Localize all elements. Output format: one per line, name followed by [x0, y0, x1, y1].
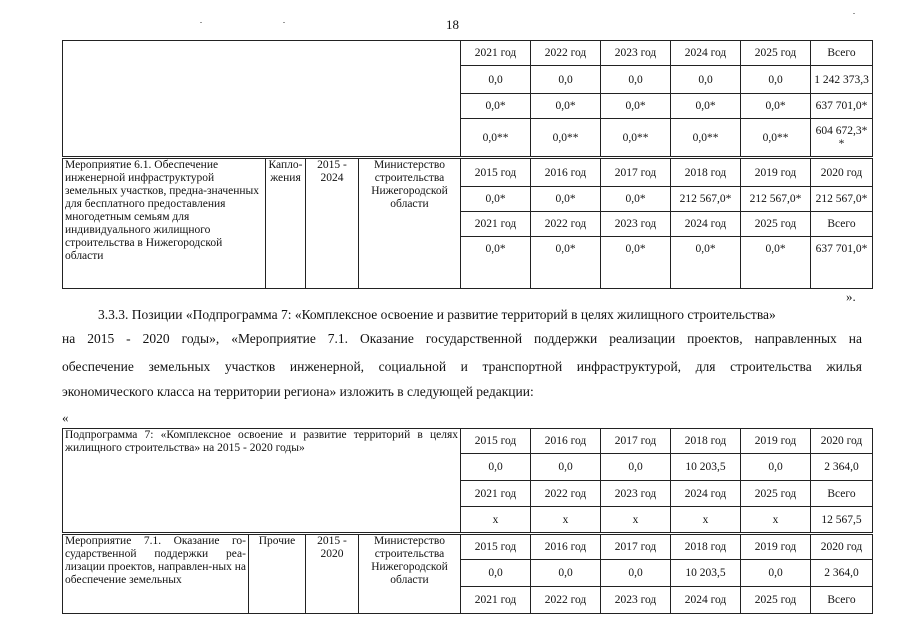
value-cell: 0,0* — [741, 94, 811, 119]
value-cell: 0,0 — [531, 66, 601, 94]
value-cell: 0,0 — [601, 560, 671, 587]
year-header: 2023 год — [601, 212, 671, 237]
year-header: 2023 год — [601, 481, 671, 507]
year-header: 2015 год — [461, 429, 531, 454]
measure-name: Мероприятие 6.1. Обеспечение инженерной инфраструктурой земельных участков, предна-значенных для бесплатного предоставления многодетным семьям для индивидуального жилищного строительства в Нижегородской области — [63, 159, 266, 289]
value-cell: 0,0* — [461, 187, 531, 212]
value-cell: 0,0 — [461, 66, 531, 94]
value-cell: х — [601, 507, 671, 533]
year-header: 2023 год — [601, 41, 671, 66]
value-cell: 0,0 — [531, 454, 601, 481]
year-header: 2019 год — [741, 535, 811, 560]
total-cell-line1: 604 672,3* — [815, 124, 868, 137]
year-header: 2016 год — [531, 159, 601, 187]
year-header: 2021 год — [461, 587, 531, 614]
year-header: 2018 год — [671, 159, 741, 187]
total-header: Всего — [811, 212, 873, 237]
measure-name: Мероприятие 7.1. Оказание го-сударственной поддержки реа-лизации проектов, направлен-ных на обеспечение земельных — [63, 535, 249, 614]
value-cell: 0,0* — [671, 94, 741, 119]
value-cell: 0,0** — [741, 119, 811, 157]
year-header: 2025 год — [741, 212, 811, 237]
value-cell: х — [741, 507, 811, 533]
value-cell: 0,0* — [461, 94, 531, 119]
scan-speck — [200, 22, 202, 23]
year-header: 2025 год — [741, 587, 811, 614]
year-header: 2020 год — [811, 535, 873, 560]
year-header: 2024 год — [671, 41, 741, 66]
value-cell: 0,0** — [671, 119, 741, 157]
value-cell: 0,0* — [741, 237, 811, 289]
period: 2015 - 2020 — [306, 535, 359, 614]
closing-quote: ». — [846, 289, 856, 304]
year-header: 2019 год — [741, 159, 811, 187]
value-cell: 0,0* — [531, 94, 601, 119]
subprogram-7-table — [62, 428, 873, 533]
value-cell: 0,0 — [671, 66, 741, 94]
total-cell-line2: * — [838, 137, 845, 150]
expense-type: Капло-жения — [266, 159, 306, 289]
expense-type: Прочие — [249, 535, 306, 614]
value-cell: 212 567,0* — [671, 187, 741, 212]
total-header: Всего — [811, 587, 873, 614]
scan-speck — [283, 22, 285, 23]
value-cell: х — [531, 507, 601, 533]
value-cell: 2 364,0 — [811, 560, 873, 587]
empty-name-cell — [63, 41, 461, 157]
value-cell: 212 567,0* — [811, 187, 873, 212]
value-cell: 0,0 — [601, 66, 671, 94]
year-header: 2023 год — [601, 587, 671, 614]
total-cell: 1 242 373,3 — [811, 66, 873, 94]
total-cell: 12 567,5 — [811, 507, 873, 533]
year-header: 2024 год — [671, 481, 741, 507]
paragraph-line-4: экономического класса на территории региона» изложить в следующей редакции: — [62, 384, 534, 399]
total-cell: 637 701,0* — [811, 94, 873, 119]
year-header: 2022 год — [531, 41, 601, 66]
year-header: 2022 год — [531, 587, 601, 614]
year-header: 2024 год — [671, 212, 741, 237]
value-cell: 0,0* — [671, 237, 741, 289]
value-cell: 0,0 — [741, 560, 811, 587]
year-header: 2020 год — [811, 429, 873, 454]
year-header: 2022 год — [531, 212, 601, 237]
value-cell: х — [671, 507, 741, 533]
value-cell: 0,0 — [461, 454, 531, 481]
value-cell: 0,0 — [741, 454, 811, 481]
value-cell: 0,0** — [531, 119, 601, 157]
year-header: 2022 год — [531, 481, 601, 507]
value-cell: 0,0** — [461, 119, 531, 157]
scan-speck — [853, 13, 855, 14]
value-cell: 0,0* — [531, 187, 601, 212]
value-cell: 0,0 — [531, 560, 601, 587]
value-cell: 0,0 — [601, 454, 671, 481]
value-cell: 2 364,0 — [811, 454, 873, 481]
paragraph-line-1: 3.3.3. Позиции «Подпрограмма 7: «Комплексное освоение и развитие территорий в целях жилищного строительства» — [98, 307, 776, 322]
opening-quote: « — [62, 410, 69, 425]
paragraph-line-2: на 2015 - 2020 годы», «Мероприятие 7.1. Оказание государственной поддержки реализации проектов, направленных на — [62, 331, 862, 346]
paragraph-line-3: обеспечение земельных участков инженерной, социальной и транспортной инфраструктурой, для строительства жилья — [62, 359, 862, 374]
year-header: 2018 год — [671, 535, 741, 560]
subprogram-name: Подпрограмма 7: «Комплексное освоение и развитие территорий в целях жилищного строительства» на 2015 - 2020 годы» — [63, 429, 461, 533]
value-cell: 0,0* — [601, 237, 671, 289]
year-header: 2015 год — [461, 535, 531, 560]
page-number: 18 — [446, 17, 459, 32]
value-cell: 0,0 — [461, 560, 531, 587]
value-cell: 0,0* — [601, 94, 671, 119]
year-header: 2017 год — [601, 535, 671, 560]
value-cell: 0,0** — [601, 119, 671, 157]
value-cell: х — [461, 507, 531, 533]
value-cell: 10 203,5 — [671, 454, 741, 481]
value-cell: 0,0* — [601, 187, 671, 212]
period: 2015 - 2024 — [306, 159, 359, 289]
responsible-org: Министерство строительства Нижегородской области — [359, 535, 461, 614]
year-header: 2021 год — [461, 212, 531, 237]
measure-6-1-table — [62, 158, 873, 289]
year-header: 2025 год — [741, 41, 811, 66]
total-cell: 637 701,0* — [811, 237, 873, 289]
year-header: 2015 год — [461, 159, 531, 187]
total-cell — [811, 119, 873, 157]
total-header: Всего — [811, 41, 873, 66]
year-header: 2021 год — [461, 41, 531, 66]
value-cell: 0,0 — [741, 66, 811, 94]
year-header: 2024 год — [671, 587, 741, 614]
year-header: 2021 год — [461, 481, 531, 507]
value-cell: 0,0* — [461, 237, 531, 289]
year-header: 2016 год — [531, 535, 601, 560]
year-header: 2025 год — [741, 481, 811, 507]
year-header: 2020 год — [811, 159, 873, 187]
year-header: 2019 год — [741, 429, 811, 454]
year-header: 2018 год — [671, 429, 741, 454]
year-header: 2017 год — [601, 429, 671, 454]
continuation-table — [62, 40, 873, 157]
responsible-org: Министерство строительства Нижегородской области — [359, 159, 461, 289]
year-header: 2016 год — [531, 429, 601, 454]
measure-7-1-table — [62, 534, 873, 614]
total-header: Всего — [811, 481, 873, 507]
value-cell: 0,0* — [531, 237, 601, 289]
value-cell: 212 567,0* — [741, 187, 811, 212]
value-cell: 10 203,5 — [671, 560, 741, 587]
year-header: 2017 год — [601, 159, 671, 187]
